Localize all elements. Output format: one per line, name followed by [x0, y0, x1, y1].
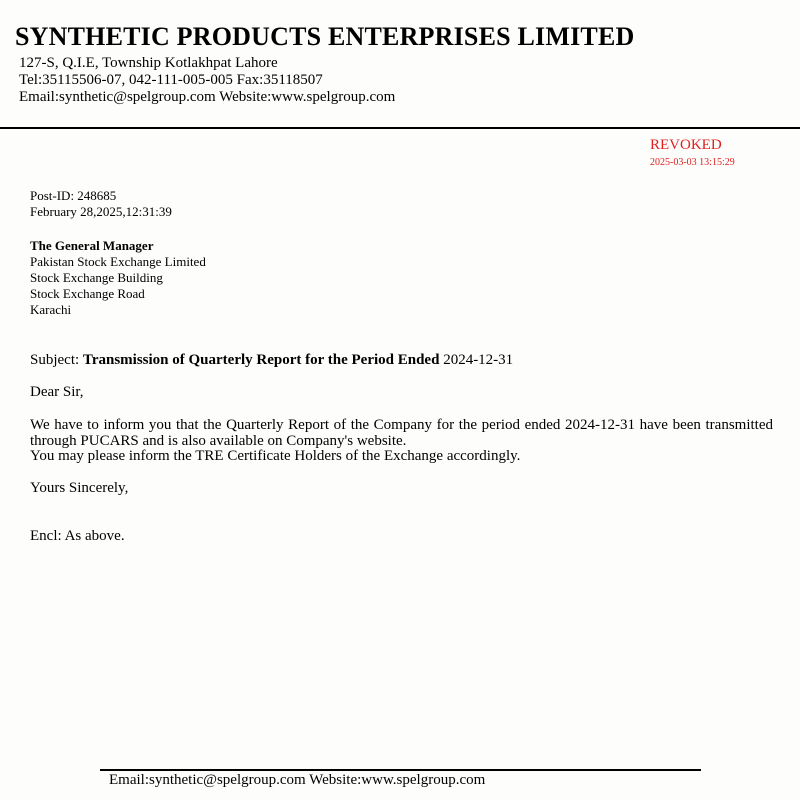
- subject-line: [30, 352, 513, 369]
- header-divider: [0, 127, 800, 129]
- revoked-timestamp: 2025-03-03 13:15:29: [650, 157, 735, 168]
- subject-title: Transmission of Quarterly Report for the Period Ended: [82, 352, 440, 368]
- company-name: SYNTHETIC PRODUCTS ENTERPRISES LIMITED: [15, 22, 635, 51]
- recipient-line: Stock Exchange Road: [30, 286, 145, 301]
- closing: Yours Sincerely,: [30, 480, 129, 496]
- salutation: Dear Sir,: [30, 384, 84, 400]
- post-datetime: February 28,2025,12:31:39: [30, 204, 172, 219]
- post-id: Post-ID: 248685: [30, 188, 117, 203]
- recipient-line: Pakistan Stock Exchange Limited: [30, 254, 206, 269]
- footer-divider: [100, 769, 701, 771]
- recipient-title: The General Manager: [30, 238, 154, 253]
- subject-date: 2024-12-31: [443, 352, 514, 368]
- recipient-line: Stock Exchange Building: [30, 270, 163, 285]
- body-line-2: You may please inform the TRE Certificate Holders of the Exchange accordingly.: [30, 448, 521, 464]
- subject-prefix: Subject:: [30, 352, 80, 368]
- company-phone-fax: Tel:35115506-07, 042-111-005-005 Fax:35118507: [19, 72, 323, 88]
- enclosure: Encl: As above.: [30, 528, 125, 544]
- revoked-stamp: REVOKED: [650, 137, 722, 153]
- body-paragraph: We have to inform you that the Quarterly Report of the Company for the period ended 2024-12-31 have been transmitted through PUCARS and is also available on Company's website.: [30, 417, 773, 449]
- recipient-line: Karachi: [30, 302, 72, 317]
- footer-contact: Email:synthetic@spelgroup.com Website:www.spelgroup.com: [109, 772, 486, 788]
- company-email-website: Email:synthetic@spelgroup.com Website:www.spelgroup.com: [19, 89, 396, 105]
- company-address: 127-S, Q.I.E, Township Kotlakhpat Lahore: [19, 55, 278, 71]
